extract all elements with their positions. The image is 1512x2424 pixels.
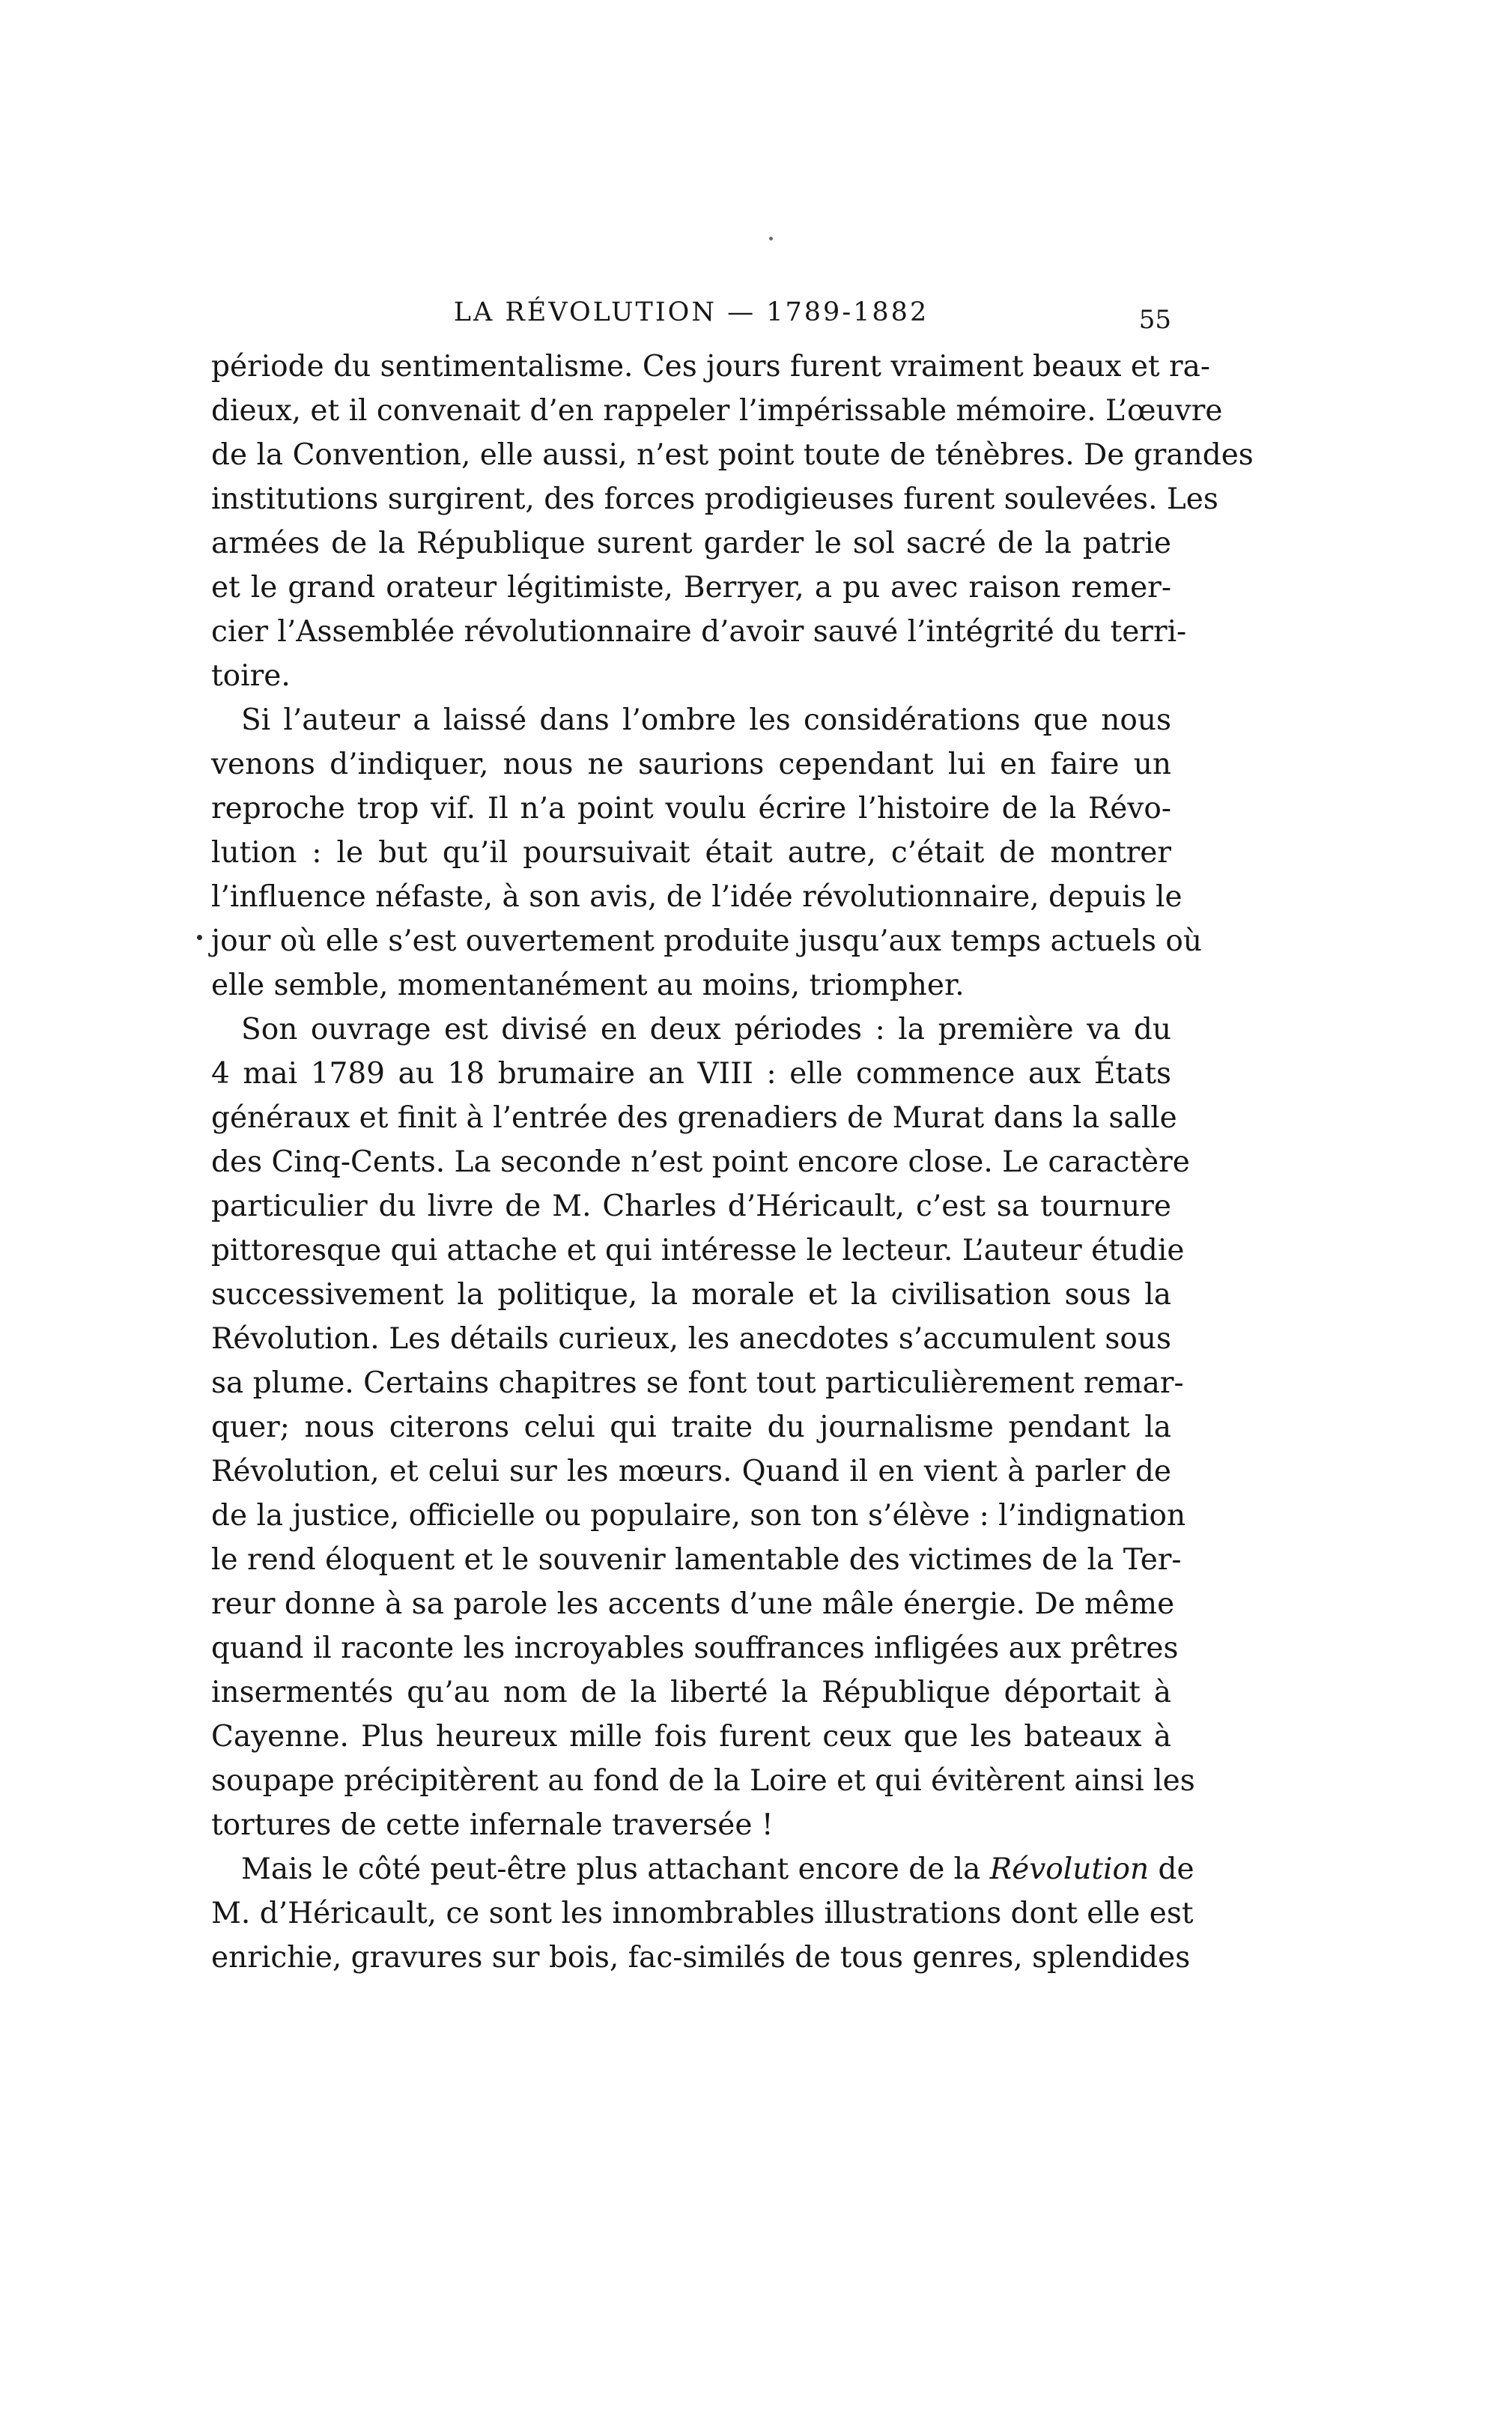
text-line: reur donne à sa parole les accents d’une mâle énergie. De même (211, 1587, 1175, 1621)
text-line: sa plume. Certains chapitres se font tout particulièrement remar- (211, 1366, 1184, 1400)
paragraph-first-line (211, 1847, 1194, 1891)
text-line: pittoresque qui attache et qui intéresse le lecteur. L’auteur étudie (211, 1234, 1185, 1267)
running-title: LA RÉVOLUTION — 1789-1882 (453, 297, 929, 327)
paragraph-first-line: Si l’auteur a laissé dans l’ombre les considérations que nous (241, 703, 1171, 737)
text-line: de la justice, officielle ou populaire, son ton s’élève : l’indignation (211, 1499, 1186, 1533)
text-line: enrichie, gravures sur bois, fac-similés de tous genres, splendides (211, 1941, 1191, 1975)
text-line: Révolution, et celui sur les mœurs. Quand il en vient à parler de (211, 1455, 1171, 1488)
text-line: jour où elle s’est ouvertement produite jusqu’aux temps actuels où (211, 924, 1202, 958)
text-line: successivement la politique, la morale et la civilisation sous la (211, 1278, 1171, 1312)
text-line: armées de la République surent garder le sol sacré de la patrie (211, 527, 1171, 560)
text-line: M. d’Héricault, ce sont les innombrables illustrations dont elle est (211, 1897, 1194, 1930)
text-line: quer; nous citerons celui qui traite du journalisme pendant la (211, 1411, 1171, 1444)
text-line: de la Convention, elle aussi, n’est point toute de ténèbres. De grandes (211, 438, 1254, 472)
text-line: venons d’indiquer, nous ne saurions cependant lui en faire un (211, 748, 1171, 781)
text-line: institutions surgirent, des forces prodigieuses furent soulevées. Les (211, 482, 1218, 516)
text-line: lution : le but qu’il poursuivait était autre, c’était de montrer (211, 836, 1171, 870)
text-line: quand il raconte les incroyables souffrances infligées aux prêtres (211, 1631, 1179, 1665)
text-line: généraux et finit à l’entrée des grenadiers de Murat dans la salle (211, 1101, 1177, 1135)
text-line: insermentés qu’au nom de la liberté la République déportait à (211, 1676, 1171, 1709)
text-line: et le grand orateur légitimiste, Berryer, a pu avec raison remer- (211, 571, 1171, 605)
text-line: elle semble, momentanément au moins, triompher. (211, 969, 965, 1002)
text-line: 4 mai 1789 au 18 brumaire an VIII : elle commence aux États (211, 1057, 1171, 1091)
margin-mark (197, 935, 202, 940)
page-header (211, 297, 1171, 342)
text-line: particulier du livre de M. Charles d’Héricault, c’est sa tournure (211, 1190, 1171, 1223)
text-segment: Mais le côté peut-être plus attachant encore de la (241, 1852, 990, 1886)
text-line: reproche trop vif. Il n’a point voulu écrire l’histoire de la Révo- (211, 792, 1171, 825)
text-line: l’influence néfaste, à son avis, de l’idée révolutionnaire, depuis le (211, 880, 1182, 914)
text-line: Cayenne. Plus heureux mille fois furent ceux que les bateaux à (211, 1720, 1171, 1754)
text-line: le rend éloquent et le souvenir lamentable des victimes de la Ter- (211, 1543, 1182, 1577)
text-line: dieux, et il convenait d’en rappeler l’impérissable mémoire. L’œuvre (211, 394, 1223, 428)
paper-speck (769, 237, 773, 240)
text-line: cier l’Assemblée révolutionnaire d’avoir sauvé l’intégrité du terri- (211, 615, 1187, 649)
text-line: des Cinq-Cents. La seconde n’est point encore close. Le caractère (211, 1145, 1190, 1179)
book-title-italic: Révolution (989, 1852, 1150, 1886)
text-segment: de (1149, 1852, 1194, 1886)
text-line: tortures de cette infernale traversée ! (211, 1808, 774, 1842)
text-line: toire. (211, 659, 291, 693)
text-line: période du sentimentalisme. Ces jours furent vraiment beaux et ra- (211, 350, 1211, 384)
text-line: soupape précipitèrent au fond de la Loire et qui évitèrent ainsi les (211, 1764, 1195, 1798)
body-text (211, 345, 1254, 1980)
text-line: Révolution. Les détails curieux, les anecdotes s’accumulent sous (211, 1322, 1171, 1356)
paragraph-first-line: Son ouvrage est divisé en deux périodes : la première va du (241, 1013, 1171, 1046)
page-number: 55 (1138, 305, 1171, 335)
